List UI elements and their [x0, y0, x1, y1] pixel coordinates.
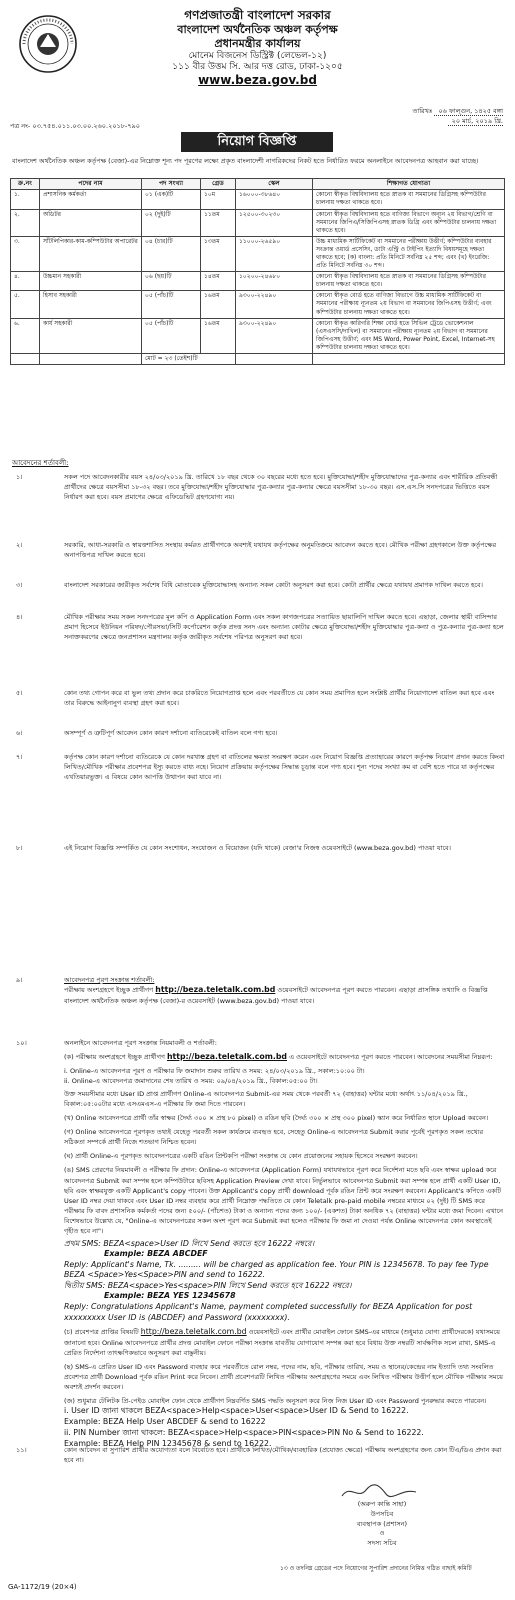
gazette-code: GA-1172/19 (20×4)	[8, 1583, 77, 1591]
c10-f-pre: (চ) প্রবেশপত্র প্রাপ্তির বিষয়টি	[64, 1328, 139, 1337]
col-grade: গ্রেড	[201, 179, 236, 190]
row-qualification: কোনো স্বীকৃত বিশ্ববিদ্যালয় হতে বাণিজ্য বিভাগে অন্যূন ২য় বিভাগ/শ্রেণি বা সমমানের জিপিএ/সিজিপিএসহ স্নাতক ডিগ্রি এবং কম্পিউটার চালনায় দক্ষতা থাকতে হবে।	[313, 209, 505, 236]
condition-number: ২।	[16, 541, 23, 549]
condition-2	[10, 540, 505, 560]
condition-4	[10, 612, 505, 642]
row-serial: ৩.	[11, 236, 40, 271]
sms-1-example: Example: BEZA ABCDEF	[104, 1249, 208, 1259]
row-serial: ৪.	[11, 272, 40, 291]
c10-h: (জ) শুধুমাত্র টেলিটক প্রি-পেইড মোবাইল ফোন থেকে প্রার্থীগণ নিম্নবর্ণিত SMS পদ্ধতি অনুসরণ করে নিজ নিজ User ID এবং Password পুনরুদ্ধার করতে পারবেন।	[64, 1397, 487, 1406]
c10-d: (ঘ) প্রার্থী Online-এ পূরণকৃত আবেদনপত্রের একটি রঙিন প্রিন্টকপি পরীক্ষা সংক্রান্ত যে কোন প্রয়োজনের সহায়ক হিসেবে সংরক্ষণ করবেন।	[64, 1152, 418, 1161]
condition-text: বাংলাদেশ সরকারের জারীকৃত সর্বশেষ বিধি মোতাবেক মুক্তিযোদ্ধাসহ অন্যান্য সকল কোটা অনুসরণ করা হবে। কোটা প্রার্থীর ক্ষেত্রে যথাযথ প্রমাণক দাখিল করতে হবে।	[64, 581, 483, 589]
condition-text: কর্তৃপক্ষ কোন কারণ দর্শানো ব্যতিরেকে যে কোন দরখাস্ত গ্রহণ বা বাতিলের ক্ষমতা সংরক্ষণ করেন এবং নিয়োগ বিজ্ঞপ্তি প্রত্যাহারের কারণে কর্তৃপক্ষ নিয়োগ প্রদান করতে কিংবা লিখিত/মৌখিক পরীক্ষার প্রবেশপত্র ইস্যু করতে বাধ্য নহে। নিয়োগ প্রক্রিয়ায় কর্তৃপক্ষের সিদ্ধান্ত চূড়ান্ত বলে গণ্য হবে। শূন্য পদের সংখ্যা কম বা বেশি হতে পারে যা কর্তৃপক্ষের এখতিয়ারভুক্ত। এ বিষয়ে কোন আপত্তি উত্থাপন করা যাবে না।	[64, 753, 505, 782]
condition-number: ৩।	[16, 581, 23, 589]
row-count: ০২ (দুই)টি	[142, 209, 201, 236]
sms-1-instruction: প্রথম SMS: BEZA<space>User ID লিখে Send করতে হবে 16222 নম্বরে।	[64, 1238, 315, 1248]
c10-a-ii: ii. Online-এ আবেদনপত্র জমাদানের শেষ তারিখ ও সময়: ০৯/০৪/২০১৯ খ্রি., বিকাল:০৫:০০ টা।	[64, 1077, 318, 1086]
row-post: উচ্চমান সহকারী	[40, 272, 142, 291]
intro-paragraph: বাংলাদেশ অর্থনৈতিক অঞ্চল কর্তৃপক্ষ (বেজা)-এর নিম্নোক্ত শূন্য পদ পূরণের লক্ষ্যে প্রকৃত বাংলাদেশী নাগরিকদের নিকট হতে নির্ধারিত ফরমে অনলাইনে আবেদনপত্র আহবান করা যাচ্ছে।	[12, 157, 479, 165]
c10-c: (গ) Online আবেদনপত্রে পূরণকৃত তথ্যই যেহেতু পরবর্তী সকল কার্যক্রমে ব্যবহৃত হবে, সেহেতু Online-এ আবেদনপত্র Submit করার পূর্বেই পূরণকৃত সকল তথ্যের সঠিকতা সম্পর্কে প্রার্থী নিজে শতভাগ নিশ্চিত হবেন।	[64, 1128, 484, 1147]
reference-number: পত্র নং- ০৩.৭৫৪.০১১.০৩.০০.২৬০.২০১৮-৭৯০	[10, 122, 141, 130]
signatory-name: (অরুপ কান্তি সাহা)	[357, 1500, 407, 1508]
signatory-role: ব্যবস্থাপক (প্রশাসন)	[356, 1519, 408, 1528]
c10-e: (ঙ) SMS প্রেরণের নিয়মাবলী ও পরীক্ষার ফি প্রদান: Online-এ আবেদনপত্র (Application Form) যথাযথভাবে পূরণ করে নির্দেশনা মতে ছবি এবং স্বাক্ষর upload করে আবেদনপত্র Submit করা সম্পন্ন হলে কম্পিউটারে ছবিসহ Application Preview দেখা যাবে। নির্ভুলভাবে আবেদনপত্র Submit করা সম্পন্ন হলে প্রার্থী একটি User ID, ছবি এবং স্বাক্ষরযুক্ত একটি Applicant's copy পাবেন। উক্ত Applicant's copy প্রার্থী download পূর্বক রঙিন প্রিন্ট করে সংরক্ষণ করবেন। Applicant's কপিতে একটি User ID নম্বর দেয়া থাকবে এবং User ID নম্বর ব্যবহার করে প্রার্থী নিম্নোক্ত পদ্ধতিতে যে কোন Teletalk pre-paid mobile নম্বরের মাধ্যমে ০২ (দুই) টি SMS করে পরীক্ষার ফি বাবদ প্রশাসনিক কর্মকর্তা পদের জন্য ৫০০/- (পাঁচশত) টাকা ও অন্যান্য পদের জন্য ১০০/- (একশত) টাকা অনধিক ৭২ (বাহাত্তর) ঘন্টার মধ্যে জমা দিবেন। এখানে বিশেষভাবে উল্লেখ্য যে, "Online-এ আবেদনপত্রের সকল অংশ পূরণ করে Submit করা হলেও পরীক্ষার ফি জমা না দেওয়া পর্যন্ত Online আবেদনপত্র কোন অবস্থাতেই গৃহীত হবে না"।	[64, 1166, 504, 1235]
row-qualification: কোনো স্বীকৃত বোর্ড হতে বাণিজ্য বিভাগে উচ্চ মাধ্যমিক সার্টিফিকেট বা সমমানের পরীক্ষায় ন্যূনতম ২য় বিভাগ বা সমমানের জিপিএসহ উত্তীর্ণ; এবং কম্পিউটার চালনায় দক্ষতা থাকতে হবে।	[313, 291, 505, 318]
row-post: হিসাব সহকারী	[40, 291, 142, 318]
table-row	[11, 272, 505, 291]
date-english: ২০ মার্চ, ২০১৯ খ্রি.	[448, 117, 503, 126]
recovery-user-id: i. User ID জানা থাকলে BEZA<space>Help<space>User<space>User ID & Send to 16222.	[64, 1406, 409, 1416]
row-serial: ২.	[11, 209, 40, 236]
c10-g: (ছ) SMS-এ প্রেরিত User ID এবং Password ব্যবহার করে পরবর্তীতে রোল নম্বর, পদের নাম, ছবি, পরীক্ষার তারিখ, সময় ও স্থানের/কেন্দ্রের নাম ইত্যাদি তথ্য সংবলিত প্রবেশপত্র প্রার্থী Download পূর্বক রঙিন Print করে নিবেন। প্রার্থী প্রবেশপত্রটি লিখিত পরীক্ষায় অংশগ্রহণের সময়ে এবং লিখিত পরীক্ষায় উত্তীর্ণ হলে মৌখিক পরীক্ষার সময়ে অবশ্যই প্রদর্শন করবেন।	[64, 1363, 503, 1392]
condition-number: ৮।	[16, 844, 23, 852]
row-count: ০৪ (চার)টি	[142, 236, 201, 271]
condition-number: ৬।	[16, 729, 23, 737]
row-grade: ১৪তম	[201, 272, 236, 291]
row-post: সাঁটলিপিকার-কাম-কম্পিউটার অপারেটর	[40, 236, 142, 271]
table-row	[11, 236, 505, 271]
c10-a-post: এ ওয়েবসাইটে আবেদনপত্র পূরণ করতে পারবেন। আবেদনের সময়সীমা নিম্নরূপ:	[289, 1053, 493, 1062]
teletalk-link[interactable]: http://beza.teletalk.com.bd	[166, 1052, 288, 1062]
conditions-heading: আবেদনের শর্তাবলী:	[12, 459, 69, 467]
sms-2-reply: Reply: Congratulations Applicant's Name, payment completed successfully for BEZA Application for post xxxxxxxxx User ID is (ABCDEF) and Password (xxxxxxxx).	[64, 1302, 473, 1322]
condition-9-heading: আবেদনপত্র পূরণ সংক্রান্ত শর্তাবলী:	[64, 976, 155, 984]
row-qualification: কোনো স্বীকৃত বিশ্ববিদ্যালয় হতে স্নাতক বা সমমানের ডিগ্রিসহ কম্পিউটার চালনায় দক্ষতা থাকতে হবে।	[313, 272, 505, 291]
row-count: ০১ (এক)টি	[142, 190, 201, 209]
recovery-example-1: Example: BEZA Help User ABCDEF & send to 16222	[64, 1417, 266, 1427]
condition-text: সরকারি, আধা-সরকারি ও স্বায়ত্তশাসিত সংস্থায় কর্মরত প্রার্থীগণকে অবশ্যই যথাযথ কর্তৃপক্ষের অনুমতিক্রমে আবেদন করতে হবে। মৌখিক পরীক্ষা গ্রহণকালে উক্ত কর্তৃপক্ষের অনাপত্তিপত্র দাখিল করতে হবে।	[64, 541, 497, 560]
condition-9-post: ওয়েবসাইটে আবেদনপত্র পূরণ করতে পারবেন। এছাড়া প্রাসঙ্গিক তথ্যাদি ও বিজ্ঞপ্তি বাংলাদেশ অর্থনৈতিক অঞ্চল কর্তৃপক্ষ (বেজা)-র ওয়েবসাইট (www.beza.gov.bd) পাওয়া যাবে।	[64, 986, 488, 1005]
c10-f-post: ওয়েবসাইটে এবং প্রার্থীর মোবাইল ফোনে SMS-এর মাধ্যমে (শুধুমাত্র যোগ্য প্রার্থীদেরকে) যথাসময়ে জানানো হবে। Online আবেদনপত্রে প্রার্থীর প্রদত্ত মোবাইল ফোনে পরীক্ষা সংক্রান্ত যাবতীয় যোগাযোগ সম্পন্ন করা হবে বিধায় উক্ত নম্বরটি সার্বক্ষণিক সচল রাখা, SMS-এ প্রেরিত নির্দেশনা তাৎক্ষণিকভাবে অনুসরণ করা বাঞ্ছনীয়।	[64, 1328, 500, 1357]
table-row	[11, 291, 505, 318]
condition-number: ৯।	[16, 976, 23, 984]
row-scale: ৯৩০০-২২৪৯০	[236, 318, 313, 353]
col-post: পদের নাম	[40, 179, 142, 190]
sms-1-reply: Reply: Applicant's Name, Tk. ......... will be charged as application fee. Your PIN is 12345678. To pay fee Type BEZA <Space>Yes<Space>PIN and send to 16222.	[64, 1259, 489, 1280]
office-name: প্রধানমন্ত্রীর কার্যালয়	[214, 36, 301, 50]
date-block	[408, 106, 503, 127]
authority-name: বাংলাদেশ অর্থনৈতিক অঞ্চল কর্তৃপক্ষ	[177, 23, 338, 36]
c10-a-i: i. Online-এ আবেদনপত্র পূরণ ও পরীক্ষার ফি জমাদান শুরুর তারিখ ও সময়: ২৪/০৩/২০১৯ খ্রি., সকাল:১০:০০ টা।	[64, 1066, 365, 1075]
row-qualification: কোনো স্বীকৃত কারিগরি শিক্ষা বোর্ড হতে সিভিল ট্রেডে ভোকেশনাল (এসএসসি/দাখিল) বা সমমানের পরীক্ষায় ন্যূনতম ২য় বিভাগ বা সমমানের জিপিএসহ উত্তীর্ণ; এবং MS Word, Power Point, Excel, Internet-সহ কম্পিউটার চালনায় দক্ষতা থাকতে হবে।	[313, 318, 505, 353]
condition-number: ১০।	[16, 1039, 27, 1047]
row-count: ০৬ (ছয়)টি	[142, 272, 201, 291]
condition-7	[10, 752, 505, 782]
condition-8	[10, 843, 505, 853]
c10-b: (খ) Online আবেদনপত্রে প্রার্থী তাঁর স্বাক্ষর (দৈর্ঘ্য ৩০০ × প্রস্থ ৮০ pixel) ও রঙিন ছবি (দৈর্ঘ্য ৩০০ × প্রস্থ ৩০০ pixel) স্ক্যান করে নির্ধারিত স্থানে Upload করবেন।	[64, 1114, 489, 1123]
sms-2-instruction: দ্বিতীয় SMS: BEZA<space>Yes<space>PIN লিখে Send করতে হবে 16222 নম্বরে।	[64, 1280, 352, 1290]
row-grade: ১৬তম	[201, 318, 236, 353]
signatory-and: ও	[379, 1529, 385, 1538]
condition-number: ৫।	[16, 689, 23, 697]
row-grade: ১০ম	[201, 190, 236, 209]
building-name: মোনেম বিজনেস ডিস্ট্রিক্ট (লেভেল-১২)	[188, 50, 327, 61]
recovery-pin: ii. PIN Number জানা থাকলে: BEZA<space>Help<space>PIN<space>PIN No & Send to 16222.	[64, 1428, 424, 1438]
row-grade: ১৩তম	[201, 236, 236, 271]
condition-number: ৪।	[16, 613, 23, 621]
date-label: তারিখঃ	[412, 107, 433, 115]
condition-number: ৭।	[16, 753, 23, 761]
condition-text: অসম্পূর্ণ ও ত্রুটিপূর্ণ আবেদন কোন কারণ দর্শানো ব্যতিরেকেই বাতিল বলে গণ্য হবে।	[64, 729, 278, 737]
c10-a-note: উক্ত সময়সীমার মধ্যে User ID প্রাপ্ত প্রার্থীগণ Online-এ আবেদনপত্র Submit-এর সময় থেকে পরবর্তী ৭২ (বাহাত্তর) ঘন্টার মধ্যে অর্থাৎ ১১/০৪/২০১৯ খ্রি., বিকাল:০৫:০০টার মধ্যে এসএমএস-এ পরীক্ষার ফি জমা দিতে পারবেন।	[64, 1090, 468, 1109]
condition-number: ১১।	[16, 1446, 27, 1454]
table-header-row	[11, 179, 505, 190]
committee-note: ১৩ ও তদনিম্ন গ্রেডের পদে নিয়োগের সুপারিশ প্রদানের নিমিত্ত গঠিত বাছাই কমিটি	[280, 1565, 472, 1572]
condition-9-pre: পরীক্ষায় অংশগ্রহণে ইচ্ছুক প্রার্থীগণ	[64, 986, 154, 995]
website-link[interactable]: www.beza.gov.bd	[198, 73, 317, 87]
condition-10	[10, 1038, 505, 1450]
condition-3	[10, 580, 505, 590]
sms-2-example: Example: BEZA YES 12345678	[104, 1291, 236, 1301]
condition-text: মৌখিক পরীক্ষার সময় সকল সনদপত্রের মূল কপি ও Application Form এবং সকল কাগজপত্রের সত্যায়িত ছায়ালিপি দাখিল করতে হবে। এছাড়া, জেলার স্থায়ী বাসিন্দার প্রমাণ হিসেবে ইউনিয়ন পরিষদ/পৌরসভা/সিটি কর্পোরেশন কর্তৃক প্রদত্ত সনদ এবং অন্যান্য কোটার ক্ষেত্রে মুক্তিযোদ্ধা/শহীদ মুক্তিযোদ্ধার পুত্র-কন্যা ও পুত্র-কন্যার পুত্র-কন্যা হলে সনাক্তকরণের ক্ষেত্রে জনপ্রশাসন মন্ত্রণালয় কর্তৃক জারীকৃত সর্বশেষ পরিপত্র অনুসরণ করা হবে।	[64, 613, 504, 642]
condition-10-heading: অনলাইনে আবেদনপত্র পূরণ সংক্রান্ত নিয়মাবলী ও শর্তাবলী:	[64, 1039, 217, 1047]
signatory-member: সদস্য সচিব	[367, 1539, 397, 1547]
condition-text: সকল পদে আবেদনকারীর বয়স ২৪/০৩/২০১৯ খ্রি. তারিখে ১৮ বছর থেকে ৩০ বছরের মধ্যে হতে হবে। মুক্তিযোদ্ধা/শহীদ মুক্তিযোদ্ধাদের পুত্র-কন্যার এবং শারীরিক প্রতিবন্ধী প্রার্থীদের ক্ষেত্রে বয়সসীমা ১৮-৩২ বছর। তবে মুক্তিযোদ্ধা/শহীদ মুক্তিযোদ্ধার পুত্র-কন্যার পুত্র-কন্যার ক্ষেত্রে বয়সসীমা ১৮-৩০ বছর। এস.এস.সি সনদপত্রের ভিত্তিতে বয়স নির্ধারণ করা হবে। বয়স প্রমাণের ক্ষেত্রে এফিডেভিট গ্রহণযোগ্য নয়।	[64, 473, 498, 502]
letterhead	[0, 8, 515, 88]
row-serial: ৫.	[11, 291, 40, 318]
row-scale: ১২৫০০-৩০২৩০	[236, 209, 313, 236]
posts-table	[10, 178, 505, 365]
condition-11	[10, 1445, 505, 1465]
signature-scribble	[340, 1482, 420, 1502]
row-count: ০৫ (পাঁচ)টি	[142, 318, 201, 353]
signatory-title: উপসচিব	[370, 1509, 394, 1518]
c10-a-pre: (ক) পরীক্ষায় অংশগ্রহণে ইচ্ছুক প্রার্থীগণ	[64, 1053, 165, 1062]
signature-block	[322, 1500, 442, 1549]
date-bangla: ০৬ ফাল্গুন, ১৪২৫ বঙ্গা	[434, 107, 503, 116]
govt-title: গণপ্রজাতন্ত্রী বাংলাদেশ সরকার	[184, 8, 331, 22]
col-serial: ক্র.নং	[11, 179, 40, 190]
row-scale: ১০২০০-২৪৬৮০	[236, 272, 313, 291]
row-post: কার্য সহকারী	[40, 318, 142, 353]
total-posts: মোট = ২৩ (তেইশ)টি	[142, 354, 236, 365]
row-grade: ১৬তম	[201, 291, 236, 318]
condition-text: এই নিয়োগ বিজ্ঞপ্তি সম্পর্কিত যে কোন সংশোধন, সংযোজন ও বিয়োজন (যদি থাকে) বেজা'র নিজস্ব ওয়েবসাইটে (www.beza.gov.bd) পাওয়া যাবে।	[64, 844, 451, 852]
table-total-row	[11, 354, 505, 365]
table-row	[11, 190, 505, 209]
col-count: পদ সংখ্যা	[142, 179, 201, 190]
condition-5	[10, 688, 505, 708]
condition-1	[10, 472, 505, 502]
condition-11-text: কোন আবেদন বা সুপারিশ প্রার্থীর অযোগ্যতা বলে বিবেচিত হবে। প্রার্থীকে লিখিত/মৌখিক/ব্যবহারিক (প্রযোজ্য ক্ষেত্রে) পরীক্ষায় অংশগ্রহণের জন্য কোন টিএ/ডিএ প্রদান করা হবে না।	[64, 1446, 502, 1465]
condition-9	[10, 975, 505, 1006]
row-scale: ১৬০০০-৩৮৬৪০	[236, 190, 313, 209]
address: ১১১ বীর উত্তম সি. আর দত্ত রোড, ঢাকা-১২০৫	[172, 61, 343, 72]
notice-title: নিয়োগ বিজ্ঞপ্তি	[181, 132, 333, 152]
condition-6	[10, 728, 505, 738]
row-scale: ৯৩০০-২২৪৯০	[236, 291, 313, 318]
row-serial: ১.	[11, 190, 40, 209]
row-scale: ১১০০০-২৬৫৯০	[236, 236, 313, 271]
col-qualification: শিক্ষাগত যোগ্যতা	[313, 179, 505, 190]
row-qualification: উচ্চ মাধ্যমিক সার্টিফিকেট বা সমমানের পরীক্ষায় উত্তীর্ণ; কম্পিউটার ব্যবহার সংক্রান্ত ওয়ার্ড প্রসেসিং, ডাটা এন্ট্রি ও টাইপিং ইত্যাদি বিষয়সমূহে দক্ষতা থাকতে হবে; (ক) বাংলা: প্রতি মিনিটে সর্বনিম্ন ২৫ শব্দ; এবং (খ) ইংরেজি: প্রতি মিনিটে সর্বনিম্ন ৩০ শব্দ।	[313, 236, 505, 271]
row-post: প্রশাসনিক কর্মকর্তা	[40, 190, 142, 209]
row-qualification: কোনো স্বীকৃত বিশ্ববিদ্যালয় হতে স্নাতক বা সমমানের ডিগ্রিসহ কম্পিউটার চালনায় দক্ষতা থাকতে হবে।	[313, 190, 505, 209]
teletalk-link[interactable]: http://beza.teletalk.com.bd	[140, 1327, 247, 1337]
teletalk-link[interactable]: http://beza.teletalk.com.bd	[155, 985, 276, 995]
table-row	[11, 318, 505, 353]
row-serial: ৬.	[11, 318, 40, 353]
table-row	[11, 209, 505, 236]
condition-number: ১।	[16, 473, 23, 481]
row-post: অডিটর	[40, 209, 142, 236]
row-grade: ১১তম	[201, 209, 236, 236]
condition-text: কোন তথ্য গোপন করে বা ভুল তথ্য প্রদান করে চাকরিতে নিয়োগপ্রাপ্ত হলে এবং পরবর্তীতে যে কোন সময় প্রমাণিত হলে সংশ্লিষ্ট প্রার্থীর নিয়োগাদেশ বাতিল করা হবে এবং তার বিরুদ্ধে আইনানুগ ব্যবস্থা গ্রহণ করা হবে।	[64, 689, 495, 708]
recovery-example-2: Example: BEZA Help PIN 12345678 & send to 16222.	[64, 1439, 272, 1449]
row-count: ০৫ (পাঁচ)টি	[142, 291, 201, 318]
col-scale: স্কেল	[236, 179, 313, 190]
